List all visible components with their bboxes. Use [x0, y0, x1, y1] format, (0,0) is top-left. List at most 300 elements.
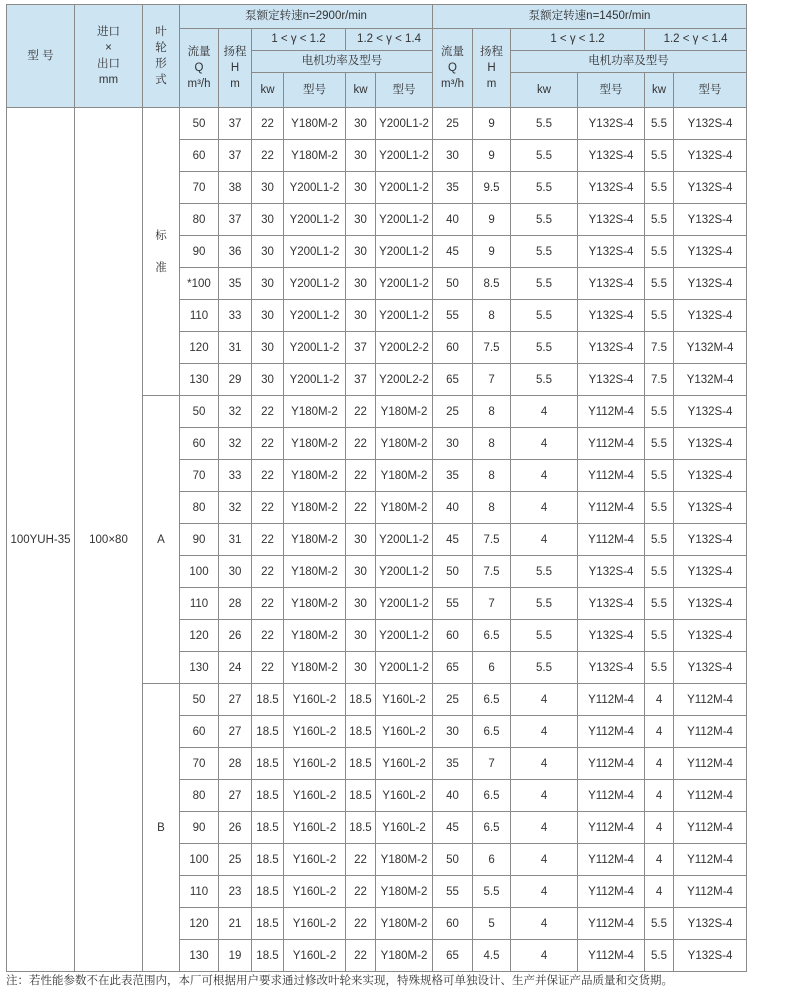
cell-type-2900-g2: Y200L1-2	[376, 108, 433, 140]
cell-type-2900-g2: Y180M-2	[376, 492, 433, 524]
cell-head-2900: 30	[219, 556, 252, 588]
cell-flow-1450: 50	[433, 556, 473, 588]
cell-flow-1450: 30	[433, 716, 473, 748]
cell-head-2900: 32	[219, 492, 252, 524]
cell-head-2900: 33	[219, 460, 252, 492]
cell-flow-2900: 50	[180, 108, 219, 140]
cell-kw-1450-g1: 5.5	[511, 620, 578, 652]
cell-kw-2900-g1: 22	[252, 492, 284, 524]
cell-head-2900: 33	[219, 300, 252, 332]
cell-head-1450: 9	[473, 236, 511, 268]
header-flow-2900-line1: 流量	[187, 45, 211, 58]
cell-flow-1450: 25	[433, 108, 473, 140]
cell-head-1450: 6.5	[473, 620, 511, 652]
cell-kw-1450-g2: 5.5	[645, 140, 674, 172]
cell-type-2900-g2: Y160L-2	[376, 812, 433, 844]
cell-type-2900-g1: Y200L1-2	[284, 268, 346, 300]
cell-type-1450-g1: Y112M-4	[578, 780, 645, 812]
cell-type-1450-g2: Y132S-4	[674, 524, 747, 556]
cell-kw-2900-g1: 22	[252, 620, 284, 652]
cell-type-2900-g1: Y160L-2	[284, 812, 346, 844]
cell-type-1450-g1: Y132S-4	[578, 204, 645, 236]
cell-flow-1450: 50	[433, 844, 473, 876]
cell-kw-1450-g2: 5.5	[645, 268, 674, 300]
cell-kw-1450-g1: 4	[511, 460, 578, 492]
cell-head-1450: 9	[473, 204, 511, 236]
cell-kw-2900-g1: 30	[252, 204, 284, 236]
impeller-cell	[143, 396, 180, 684]
header-motor-1450: 电机功率及型号	[511, 51, 747, 73]
cell-flow-2900: 70	[180, 748, 219, 780]
cell-flow-1450: 35	[433, 748, 473, 780]
header-inlet-line1: 进口	[97, 25, 120, 38]
cell-kw-1450-g2: 5.5	[645, 108, 674, 140]
cell-kw-2900-g2: 18.5	[346, 716, 376, 748]
cell-flow-2900: 90	[180, 524, 219, 556]
cell-head-2900: 26	[219, 620, 252, 652]
cell-kw-2900-g1: 22	[252, 428, 284, 460]
cell-flow-1450: 45	[433, 524, 473, 556]
cell-type-1450-g1: Y132S-4	[578, 172, 645, 204]
cell-type-2900-g2: Y200L1-2	[376, 204, 433, 236]
cell-head-2900: 36	[219, 236, 252, 268]
cell-type-2900-g2: Y200L1-2	[376, 268, 433, 300]
cell-kw-1450-g1: 4	[511, 492, 578, 524]
cell-kw-1450-g2: 5.5	[645, 204, 674, 236]
cell-type-1450-g2: Y112M-4	[674, 716, 747, 748]
cell-type-1450-g2: Y112M-4	[674, 780, 747, 812]
cell-head-1450: 6	[473, 844, 511, 876]
cell-head-2900: 38	[219, 172, 252, 204]
cell-flow-1450: 65	[433, 940, 473, 972]
cell-kw-2900-g2: 22	[346, 428, 376, 460]
cell-kw-1450-g1: 4	[511, 684, 578, 716]
cell-flow-2900: 60	[180, 428, 219, 460]
cell-type-1450-g2: Y132S-4	[674, 140, 747, 172]
cell-head-1450: 4.5	[473, 940, 511, 972]
impeller-cell	[143, 684, 180, 972]
cell-flow-2900: 100	[180, 556, 219, 588]
cell-type-2900-g2: Y200L1-2	[376, 300, 433, 332]
cell-flow-2900: 100	[180, 844, 219, 876]
cell-flow-2900: 50	[180, 684, 219, 716]
cell-kw-1450-g1: 5.5	[511, 236, 578, 268]
cell-type-1450-g1: Y132S-4	[578, 620, 645, 652]
cell-kw-1450-g2: 4	[645, 716, 674, 748]
cell-type-2900-g1: Y200L1-2	[284, 172, 346, 204]
header-head-2900-line1: 扬程	[223, 45, 247, 58]
cell-kw-2900-g1: 22	[252, 652, 284, 684]
cell-type-1450-g1: Y112M-4	[578, 396, 645, 428]
header-head-1450-line1: 扬程	[480, 45, 504, 58]
cell-kw-1450-g1: 4	[511, 908, 578, 940]
cell-kw-1450-g1: 4	[511, 396, 578, 428]
header-head-1450-line2: H	[487, 61, 496, 74]
header-impeller	[143, 5, 180, 108]
header-gamma2-2900: 1.2 < γ < 1.4	[346, 29, 433, 51]
cell-kw-2900-g1: 22	[252, 588, 284, 620]
cell-head-2900: 27	[219, 684, 252, 716]
cell-kw-1450-g2: 5.5	[645, 652, 674, 684]
cell-flow-1450: 55	[433, 876, 473, 908]
cell-flow-2900: 110	[180, 588, 219, 620]
cell-head-1450: 6.5	[473, 812, 511, 844]
cell-flow-2900: 90	[180, 236, 219, 268]
cell-kw-2900-g1: 30	[252, 236, 284, 268]
cell-type-2900-g2: Y200L1-2	[376, 140, 433, 172]
cell-type-1450-g2: Y132S-4	[674, 236, 747, 268]
cell-type-2900-g1: Y180M-2	[284, 652, 346, 684]
header-speed-1450: 泵额定转速n=1450r/min	[433, 5, 747, 29]
cell-head-2900: 31	[219, 332, 252, 364]
cell-type-1450-g2: Y132M-4	[674, 332, 747, 364]
cell-kw-2900-g2: 18.5	[346, 780, 376, 812]
cell-kw-1450-g1: 4	[511, 940, 578, 972]
cell-flow-2900: 80	[180, 492, 219, 524]
cell-type-2900-g2: Y200L1-2	[376, 652, 433, 684]
cell-kw-2900-g1: 22	[252, 140, 284, 172]
cell-type-1450-g2: Y132S-4	[674, 300, 747, 332]
cell-kw-1450-g1: 5.5	[511, 364, 578, 396]
cell-type-1450-g1: Y112M-4	[578, 716, 645, 748]
cell-type-2900-g1: Y200L1-2	[284, 300, 346, 332]
header-inlet-line3: 出口	[97, 58, 120, 70]
cell-type-2900-g1: Y180M-2	[284, 460, 346, 492]
cell-type-1450-g2: Y132S-4	[674, 268, 747, 300]
cell-kw-1450-g2: 5.5	[645, 236, 674, 268]
cell-kw-2900-g2: 22	[346, 876, 376, 908]
header-type-2900-g1: 型号	[284, 73, 346, 108]
header-kw-1450-g1: kw	[511, 73, 578, 108]
cell-type-1450-g1: Y112M-4	[578, 908, 645, 940]
cell-flow-2900: 70	[180, 172, 219, 204]
cell-kw-2900-g2: 18.5	[346, 684, 376, 716]
cell-kw-2900-g2: 18.5	[346, 748, 376, 780]
cell-kw-2900-g2: 22	[346, 460, 376, 492]
cell-type-2900-g2: Y200L2-2	[376, 332, 433, 364]
header-impeller-char3: 形	[155, 58, 167, 70]
cell-kw-2900-g2: 22	[346, 940, 376, 972]
cell-type-1450-g1: Y132S-4	[578, 140, 645, 172]
cell-flow-1450: 25	[433, 396, 473, 428]
cell-type-1450-g1: Y132S-4	[578, 364, 645, 396]
cell-type-1450-g1: Y112M-4	[578, 940, 645, 972]
header-speed-2900: 泵额定转速n=2900r/min	[180, 5, 433, 29]
cell-head-1450: 8	[473, 460, 511, 492]
cell-type-1450-g2: Y132S-4	[674, 556, 747, 588]
cell-type-1450-g1: Y132S-4	[578, 556, 645, 588]
cell-kw-1450-g1: 5.5	[511, 204, 578, 236]
cell-type-1450-g2: Y132S-4	[674, 172, 747, 204]
cell-type-2900-g1: Y180M-2	[284, 396, 346, 428]
cell-head-1450: 7.5	[473, 556, 511, 588]
footnote: 注：若性能参数不在此表范围内，本厂可根据用户要求通过修改叶轮来实现，特殊规格可单独设计、生产并保证产品质量和交货期。	[6, 975, 673, 987]
cell-head-1450: 9.5	[473, 172, 511, 204]
cell-kw-1450-g2: 5.5	[645, 556, 674, 588]
cell-type-1450-g1: Y132S-4	[578, 108, 645, 140]
table-row	[7, 108, 747, 140]
cell-head-2900: 21	[219, 908, 252, 940]
header-head-2900-line3: m	[230, 78, 240, 91]
cell-kw-1450-g2: 7.5	[645, 364, 674, 396]
cell-flow-1450: 35	[433, 172, 473, 204]
impeller-char: A	[157, 533, 165, 546]
cell-type-1450-g2: Y132S-4	[674, 492, 747, 524]
cell-head-1450: 6	[473, 652, 511, 684]
cell-type-2900-g2: Y200L1-2	[376, 620, 433, 652]
cell-type-2900-g2: Y180M-2	[376, 908, 433, 940]
table-body	[7, 108, 747, 972]
cell-type-2900-g2: Y160L-2	[376, 716, 433, 748]
header-head-1450	[473, 29, 511, 108]
cell-flow-1450: 30	[433, 428, 473, 460]
cell-head-1450: 7.5	[473, 332, 511, 364]
cell-type-2900-g2: Y180M-2	[376, 396, 433, 428]
cell-kw-1450-g2: 5.5	[645, 524, 674, 556]
cell-flow-2900: *100	[180, 268, 219, 300]
cell-head-2900: 26	[219, 812, 252, 844]
cell-head-2900: 31	[219, 524, 252, 556]
cell-kw-1450-g1: 5.5	[511, 332, 578, 364]
cell-kw-1450-g2: 4	[645, 748, 674, 780]
cell-head-1450: 8	[473, 396, 511, 428]
header-impeller-char4: 式	[155, 74, 167, 87]
header-gamma1-1450: 1 < γ < 1.2	[511, 29, 645, 51]
cell-kw-2900-g2: 30	[346, 140, 376, 172]
cell-kw-1450-g2: 5.5	[645, 300, 674, 332]
cell-kw-2900-g2: 30	[346, 236, 376, 268]
cell-kw-2900-g1: 30	[252, 332, 284, 364]
cell-kw-2900-g1: 22	[252, 108, 284, 140]
cell-type-2900-g1: Y160L-2	[284, 748, 346, 780]
cell-kw-2900-g1: 22	[252, 460, 284, 492]
cell-head-2900: 24	[219, 652, 252, 684]
impeller-char: 准	[155, 261, 167, 274]
cell-type-1450-g2: Y132S-4	[674, 460, 747, 492]
cell-head-2900: 29	[219, 364, 252, 396]
cell-kw-1450-g2: 4	[645, 812, 674, 844]
cell-head-2900: 25	[219, 844, 252, 876]
cell-type-1450-g2: Y132S-4	[674, 940, 747, 972]
cell-head-2900: 37	[219, 204, 252, 236]
header-inlet-outlet	[75, 5, 143, 108]
cell-kw-1450-g1: 5.5	[511, 268, 578, 300]
cell-kw-2900-g2: 30	[346, 268, 376, 300]
cell-kw-2900-g2: 30	[346, 524, 376, 556]
impeller-char: B	[157, 821, 165, 834]
cell-kw-2900-g2: 37	[346, 364, 376, 396]
cell-type-2900-g1: Y160L-2	[284, 908, 346, 940]
cell-type-2900-g2: Y200L1-2	[376, 236, 433, 268]
cell-type-1450-g1: Y112M-4	[578, 460, 645, 492]
cell-kw-1450-g1: 4	[511, 428, 578, 460]
cell-head-1450: 6.5	[473, 684, 511, 716]
cell-type-2900-g1: Y160L-2	[284, 876, 346, 908]
cell-head-1450: 7	[473, 588, 511, 620]
cell-flow-2900: 60	[180, 140, 219, 172]
cell-head-1450: 7	[473, 748, 511, 780]
cell-flow-2900: 120	[180, 332, 219, 364]
header-type-2900-g2: 型号	[376, 73, 433, 108]
cell-kw-2900-g1: 18.5	[252, 780, 284, 812]
cell-kw-1450-g1: 5.5	[511, 108, 578, 140]
header-flow-1450-line2: Q	[448, 61, 457, 74]
cell-flow-1450: 60	[433, 908, 473, 940]
cell-kw-2900-g2: 30	[346, 300, 376, 332]
cell-kw-1450-g1: 4	[511, 524, 578, 556]
cell-kw-1450-g2: 5.5	[645, 492, 674, 524]
cell-type-1450-g2: Y132S-4	[674, 588, 747, 620]
cell-kw-2900-g2: 30	[346, 108, 376, 140]
header-type-1450-g2: 型号	[674, 73, 747, 108]
cell-kw-1450-g1: 5.5	[511, 172, 578, 204]
cell-kw-2900-g2: 30	[346, 172, 376, 204]
cell-head-2900: 27	[219, 716, 252, 748]
cell-flow-1450: 40	[433, 204, 473, 236]
cell-kw-1450-g2: 4	[645, 684, 674, 716]
cell-kw-2900-g1: 18.5	[252, 940, 284, 972]
cell-kw-1450-g1: 4	[511, 876, 578, 908]
cell-flow-2900: 80	[180, 780, 219, 812]
cell-type-2900-g1: Y180M-2	[284, 428, 346, 460]
cell-type-1450-g1: Y112M-4	[578, 684, 645, 716]
cell-head-2900: 32	[219, 396, 252, 428]
cell-type-2900-g1: Y200L1-2	[284, 332, 346, 364]
cell-kw-2900-g2: 30	[346, 588, 376, 620]
cell-type-1450-g2: Y132S-4	[674, 620, 747, 652]
cell-type-2900-g1: Y180M-2	[284, 108, 346, 140]
cell-type-2900-g2: Y160L-2	[376, 748, 433, 780]
cell-type-2900-g1: Y160L-2	[284, 844, 346, 876]
cell-flow-1450: 55	[433, 300, 473, 332]
cell-type-1450-g2: Y112M-4	[674, 844, 747, 876]
cell-type-1450-g1: Y112M-4	[578, 524, 645, 556]
cell-head-1450: 5.5	[473, 876, 511, 908]
cell-type-1450-g2: Y132S-4	[674, 396, 747, 428]
cell-head-1450: 9	[473, 140, 511, 172]
cell-kw-2900-g2: 22	[346, 396, 376, 428]
cell-kw-1450-g2: 5.5	[645, 396, 674, 428]
cell-kw-2900-g2: 22	[346, 844, 376, 876]
cell-type-1450-g2: Y132M-4	[674, 364, 747, 396]
cell-head-1450: 6.5	[473, 716, 511, 748]
cell-flow-2900: 80	[180, 204, 219, 236]
cell-flow-2900: 130	[180, 940, 219, 972]
cell-kw-1450-g2: 5.5	[645, 940, 674, 972]
cell-flow-2900: 70	[180, 460, 219, 492]
header-kw-2900-g1: kw	[252, 73, 284, 108]
cell-type-1450-g2: Y112M-4	[674, 748, 747, 780]
cell-kw-1450-g1: 4	[511, 748, 578, 780]
cell-type-1450-g1: Y132S-4	[578, 332, 645, 364]
cell-kw-1450-g1: 5.5	[511, 652, 578, 684]
cell-type-1450-g2: Y132S-4	[674, 108, 747, 140]
cell-head-2900: 23	[219, 876, 252, 908]
cell-type-1450-g2: Y132S-4	[674, 428, 747, 460]
cell-type-2900-g1: Y160L-2	[284, 684, 346, 716]
cell-kw-1450-g1: 4	[511, 780, 578, 812]
cell-kw-2900-g2: 30	[346, 556, 376, 588]
header-kw-1450-g2: kw	[645, 73, 674, 108]
cell-flow-1450: 55	[433, 588, 473, 620]
cell-head-1450: 8.5	[473, 268, 511, 300]
pump-spec-table	[6, 4, 747, 972]
cell-type-2900-g2: Y180M-2	[376, 876, 433, 908]
cell-type-1450-g1: Y112M-4	[578, 844, 645, 876]
header-impeller-char2: 轮	[155, 41, 167, 54]
cell-kw-1450-g2: 5.5	[645, 620, 674, 652]
cell-kw-1450-g2: 5.5	[645, 428, 674, 460]
cell-type-2900-g2: Y180M-2	[376, 940, 433, 972]
cell-type-1450-g1: Y112M-4	[578, 492, 645, 524]
cell-kw-2900-g2: 18.5	[346, 812, 376, 844]
cell-head-1450: 8	[473, 300, 511, 332]
cell-type-2900-g1: Y180M-2	[284, 140, 346, 172]
cell-head-1450: 5	[473, 908, 511, 940]
cell-type-1450-g2: Y112M-4	[674, 812, 747, 844]
cell-kw-2900-g1: 22	[252, 524, 284, 556]
cell-kw-2900-g1: 22	[252, 396, 284, 428]
cell-type-2900-g1: Y180M-2	[284, 556, 346, 588]
header-flow-2900	[180, 29, 219, 108]
cell-kw-2900-g2: 22	[346, 492, 376, 524]
cell-flow-1450: 50	[433, 268, 473, 300]
table-header	[7, 5, 747, 108]
cell-kw-1450-g2: 5.5	[645, 588, 674, 620]
header-gamma1-2900: 1 < γ < 1.2	[252, 29, 346, 51]
header-kw-2900-g2: kw	[346, 73, 376, 108]
cell-kw-2900-g1: 18.5	[252, 812, 284, 844]
cell-kw-2900-g1: 30	[252, 172, 284, 204]
cell-kw-1450-g1: 4	[511, 844, 578, 876]
model-cell: 100YUH-35	[7, 108, 75, 972]
cell-flow-2900: 110	[180, 300, 219, 332]
cell-flow-2900: 120	[180, 908, 219, 940]
cell-kw-2900-g2: 37	[346, 332, 376, 364]
cell-type-1450-g1: Y112M-4	[578, 428, 645, 460]
inlet-outlet-cell: 100×80	[75, 108, 143, 972]
header-impeller-char1: 叶	[155, 25, 167, 38]
cell-flow-2900: 90	[180, 812, 219, 844]
cell-kw-2900-g2: 22	[346, 908, 376, 940]
cell-type-1450-g1: Y132S-4	[578, 268, 645, 300]
cell-type-2900-g1: Y200L1-2	[284, 364, 346, 396]
cell-flow-1450: 45	[433, 812, 473, 844]
cell-type-2900-g1: Y180M-2	[284, 620, 346, 652]
cell-type-2900-g1: Y160L-2	[284, 940, 346, 972]
cell-type-1450-g2: Y132S-4	[674, 908, 747, 940]
cell-head-2900: 35	[219, 268, 252, 300]
cell-kw-1450-g2: 5.5	[645, 908, 674, 940]
cell-head-1450: 9	[473, 108, 511, 140]
cell-kw-1450-g2: 5.5	[645, 460, 674, 492]
cell-type-2900-g2: Y160L-2	[376, 684, 433, 716]
cell-kw-2900-g2: 30	[346, 204, 376, 236]
cell-kw-1450-g2: 4	[645, 780, 674, 812]
cell-type-2900-g1: Y180M-2	[284, 524, 346, 556]
header-flow-2900-line2: Q	[194, 61, 204, 74]
cell-kw-2900-g1: 30	[252, 300, 284, 332]
cell-kw-2900-g1: 30	[252, 268, 284, 300]
cell-kw-2900-g2: 30	[346, 652, 376, 684]
header-model: 型 号	[7, 5, 75, 108]
header-flow-2900-line3: m³/h	[187, 78, 211, 91]
header-head-1450-line3: m	[486, 78, 497, 91]
cell-type-2900-g2: Y200L1-2	[376, 556, 433, 588]
cell-type-2900-g1: Y180M-2	[284, 492, 346, 524]
header-inlet-line2: ×	[105, 41, 112, 54]
cell-flow-1450: 45	[433, 236, 473, 268]
